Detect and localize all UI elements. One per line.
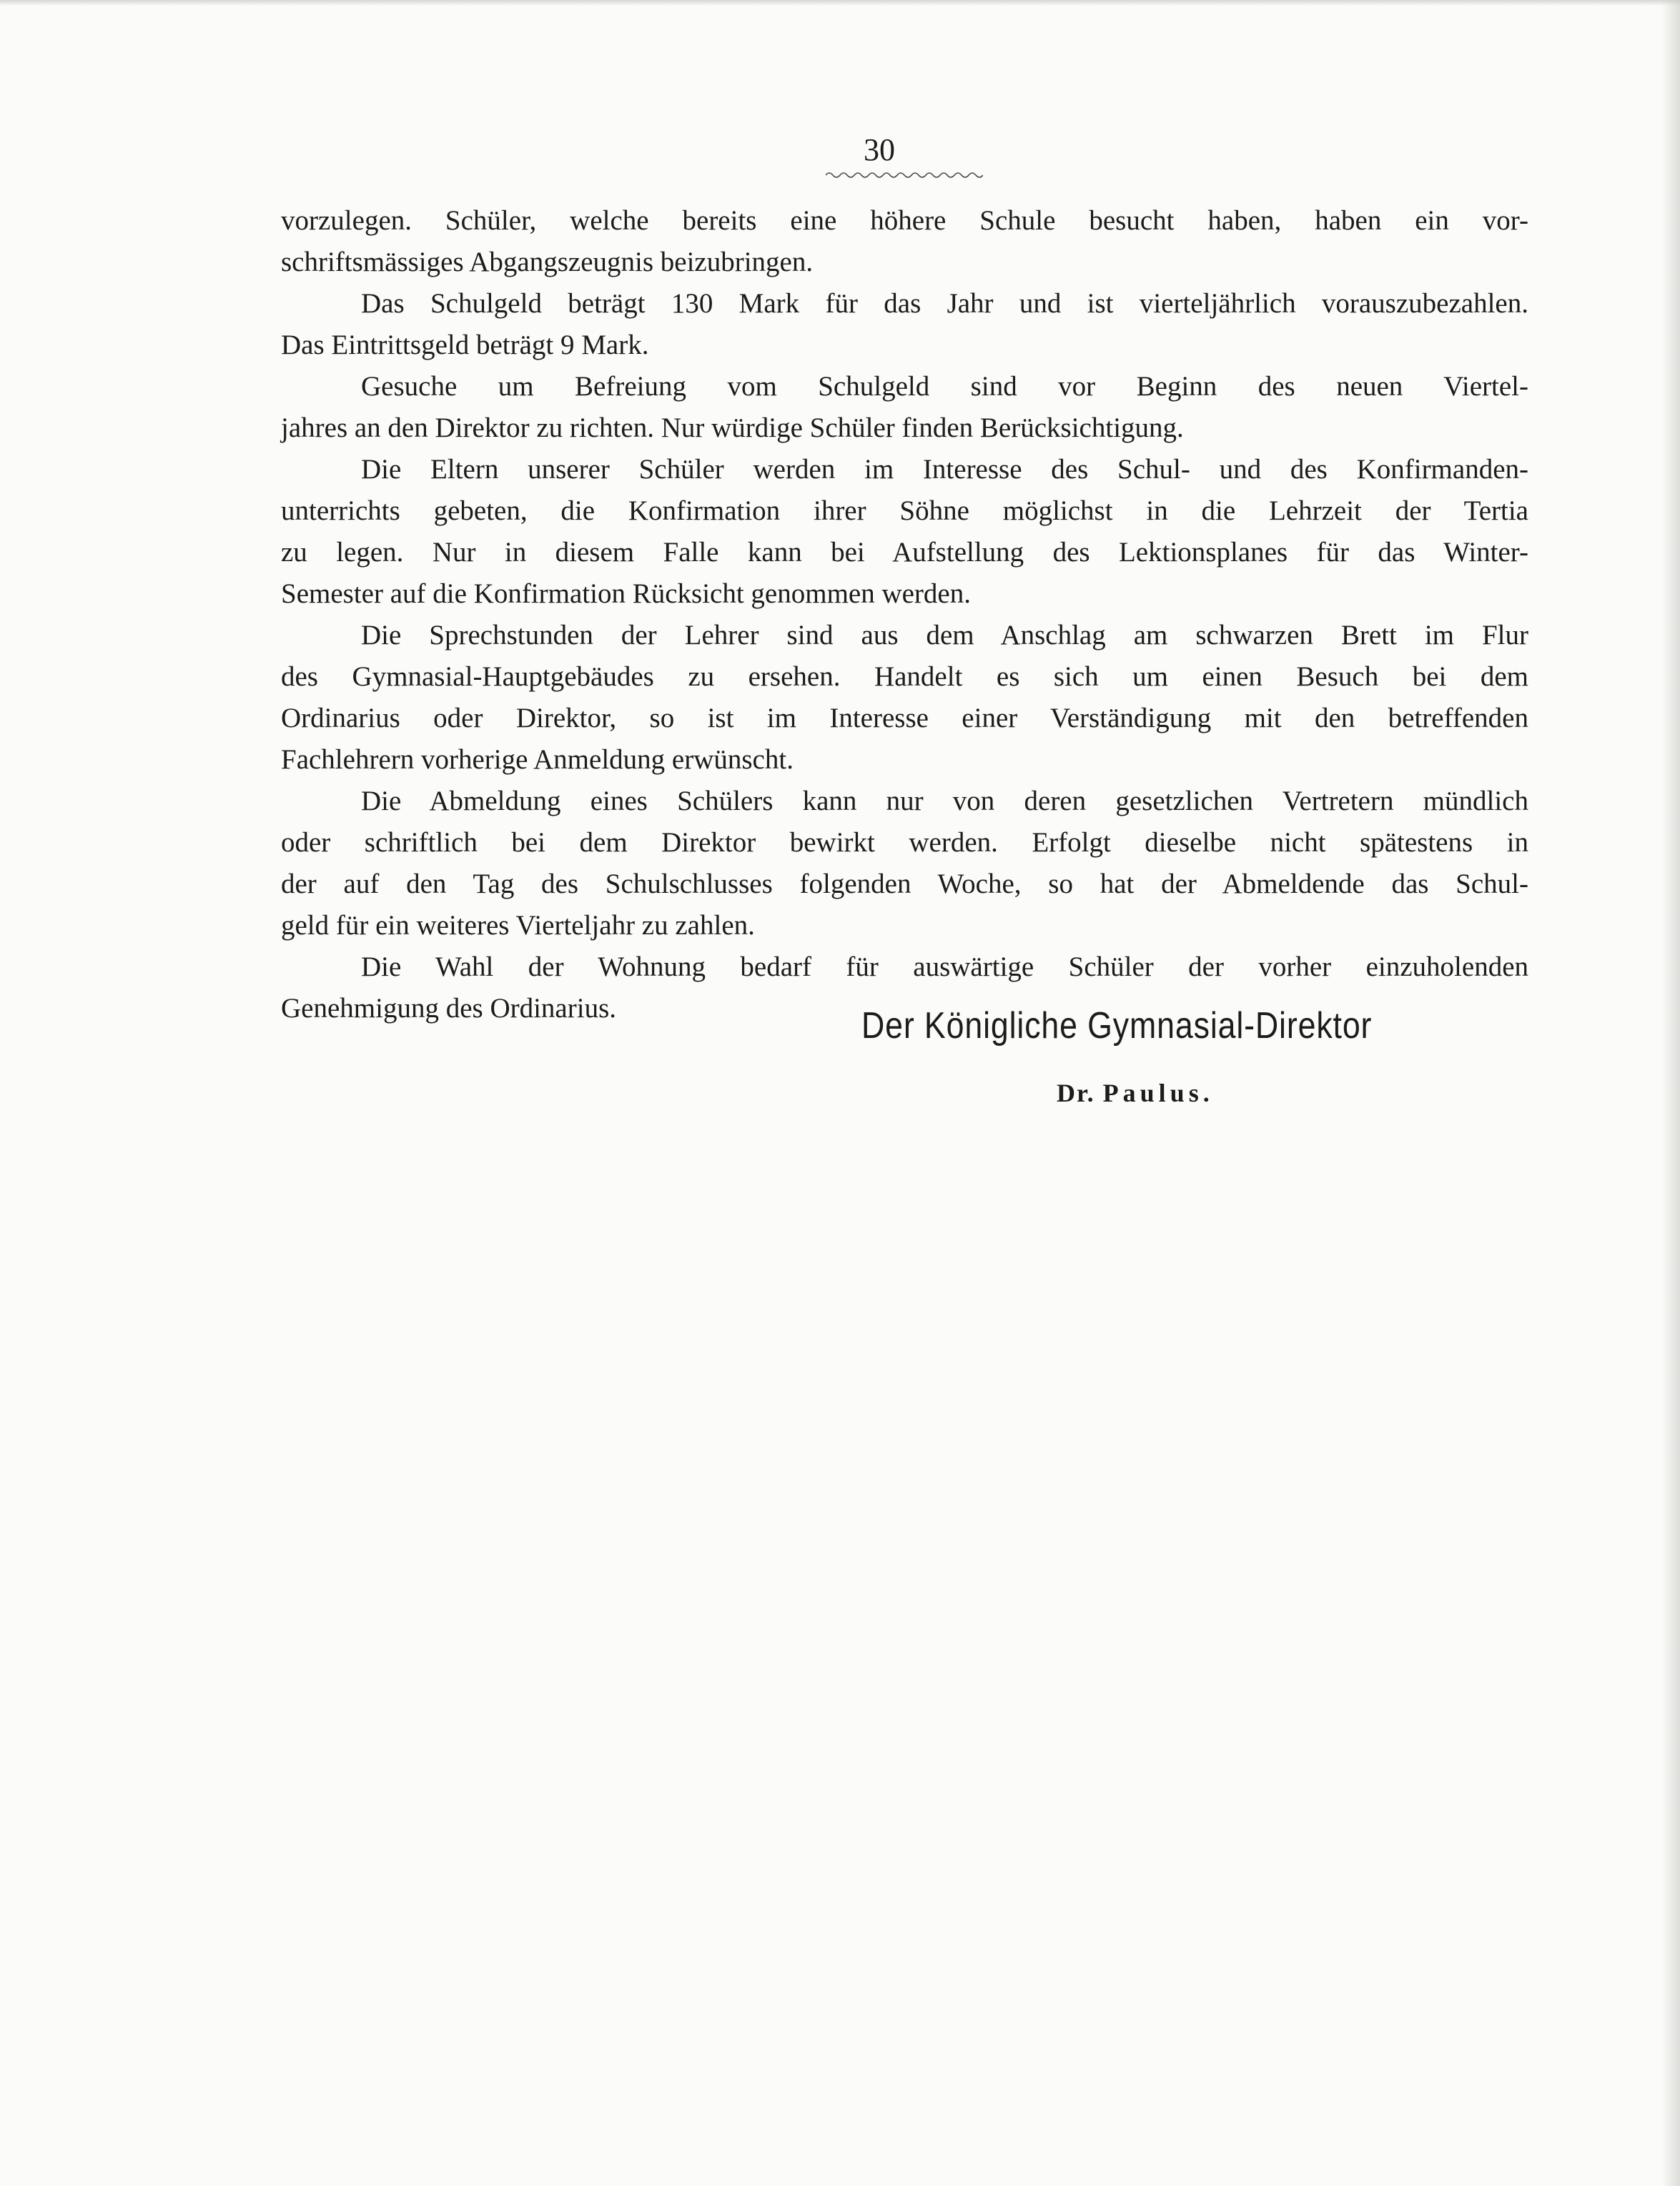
paragraph-confirmation [281, 449, 1528, 615]
text-line: vorzulegen. Schüler, welche bereits eine höhere Schule besucht haben, haben ein vor- [281, 205, 1528, 236]
paragraph-office-hours [281, 615, 1528, 781]
text-line: Das Schulgeld beträgt 130 Mark für das Jahr und ist vierteljährlich vorauszubezahlen. [361, 288, 1528, 319]
signature-name [1057, 1076, 1214, 1110]
text-line: Genehmigung des Ordinarius. [281, 993, 616, 1024]
text-line: Die Eltern unserer Schüler werden im Interesse des Schul- und des Konfirmanden- [361, 454, 1528, 485]
paragraph-deregistration [281, 781, 1528, 946]
text-line: unterrichts gebeten, die Konfirmation ihrer Söhne möglichst in die Lehrzeit der Tertia [281, 495, 1528, 526]
text-line: des Gymnasial-Hauptgebäudes zu ersehen. Handelt es sich um einen Besuch bei dem [281, 661, 1528, 692]
body-text [281, 200, 1528, 1029]
text-line: Gesuche um Befreiung vom Schulgeld sind vor Beginn des neuen Viertel- [361, 371, 1528, 402]
text-line: Die Abmeldung eines Schülers kann nur von deren gesetzlichen Vertretern mündlich [361, 786, 1528, 816]
text-line: Das Eintrittsgeld beträgt 9 Mark. [281, 330, 649, 360]
scan-right-edge [1661, 0, 1680, 2186]
paragraph-admission-certificate [281, 200, 1528, 283]
text-line: Die Sprechstunden der Lehrer sind aus dem Anschlag am schwarzen Brett im Flur [361, 620, 1528, 651]
text-line: Fachlehrern vorherige Anmeldung erwünscht. [281, 744, 794, 775]
text-line: der auf den Tag des Schulschlusses folgenden Woche, so hat der Abmeldende das Schul- [281, 869, 1528, 899]
text-line: geld für ein weiteres Vierteljahr zu zahlen. [281, 910, 755, 941]
page-number: 30 [864, 132, 895, 167]
text-line: Die Wahl der Wohnung bedarf für auswärtige Schüler der vorher einzuholenden [361, 951, 1528, 982]
text-line: Ordinarius oder Direktor, so ist im Interesse einer Verständigung mit den betreffenden [281, 703, 1528, 733]
wavy-underline-ornament [826, 170, 983, 180]
signature-name-surname: Paulus. [1102, 1079, 1214, 1107]
paragraph-fee-exemption [281, 366, 1528, 449]
text-line: zu legen. Nur in diesem Falle kann bei Aufstellung des Lektionsplanes für das Winter- [281, 537, 1528, 568]
text-line: jahres an den Direktor zu richten. Nur würdige Schüler finden Berücksichtigung. [281, 412, 1184, 443]
text-line: schriftsmässiges Abgangszeugnis beizubringen. [281, 247, 814, 277]
scan-top-edge [0, 0, 1680, 6]
paragraph-school-fees [281, 283, 1528, 366]
signature-name-prefix: Dr. [1057, 1079, 1095, 1107]
text-line: oder schriftlich bei dem Direktor bewirkt werden. Erfolgt dieselbe nicht spätestens in [281, 827, 1528, 858]
text-line: Semester auf die Konfirmation Rücksicht genommen werden. [281, 578, 971, 609]
signature-title: Der Königliche Gymnasial-Direktor [861, 1005, 1373, 1047]
